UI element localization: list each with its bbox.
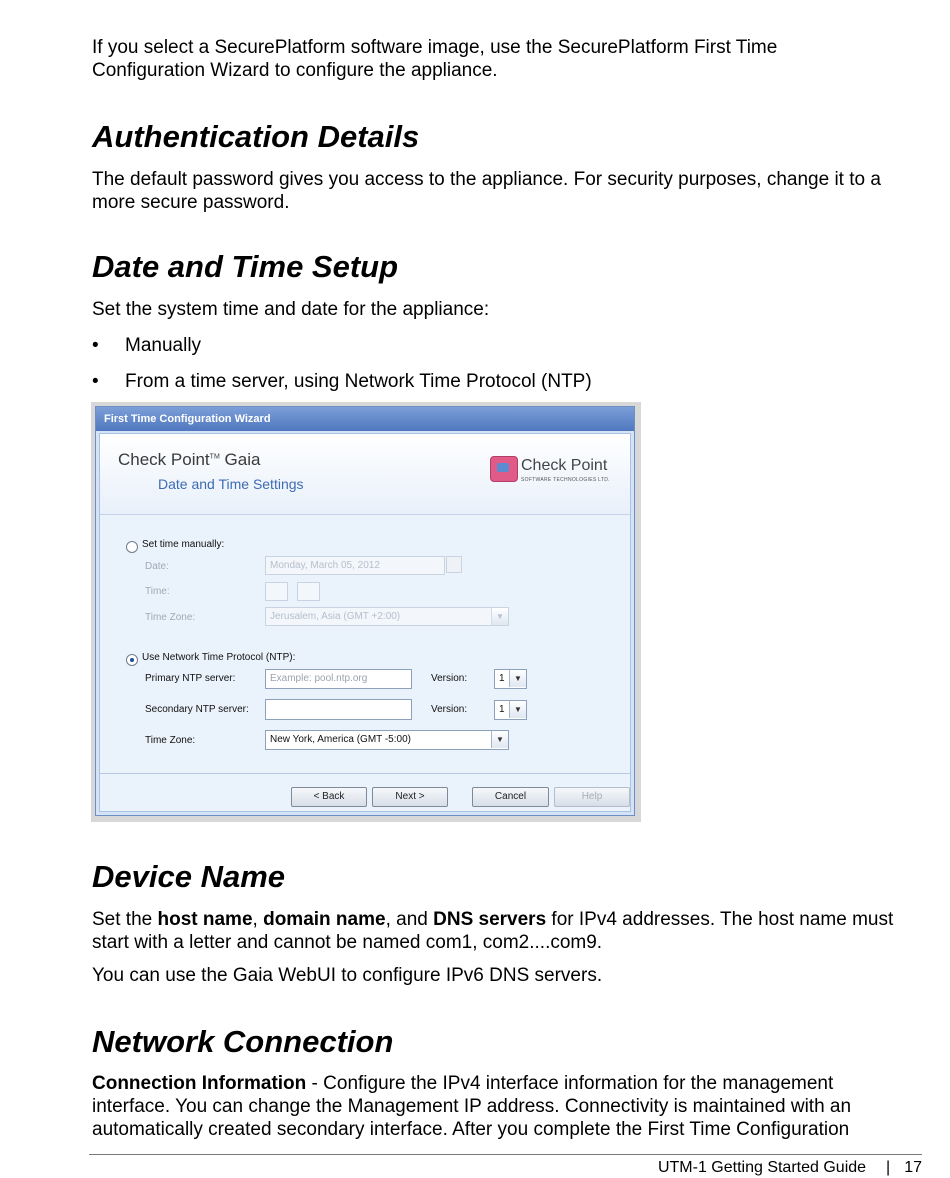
intro-paragraph: If you select a SecurePlatform software image, use the SecurePlatform First Time Configuration Wizard to configure the appliance. (92, 37, 778, 81)
time-zone-label-ntp: Time Zone: (145, 735, 196, 746)
text-run: , (252, 909, 264, 930)
date-time-heading: Date and Time Setup (92, 249, 399, 284)
time-zone-select-manual[interactable] (265, 607, 509, 626)
network-connection-heading: Network Connection (92, 1024, 394, 1059)
date-label: Date: (145, 561, 169, 572)
wizard-header (100, 434, 630, 515)
time-zone-value-ntp: New York, America (GMT -5:00) (270, 734, 411, 745)
connection-information-term: Connection Information (92, 1073, 307, 1094)
time-label: Time: (145, 586, 170, 597)
time-zone-select-ntp[interactable] (265, 730, 509, 750)
wizard-product-name: Gaia (224, 450, 261, 469)
guide-title: UTM-1 Getting Started Guide (657, 1159, 867, 1176)
version-value-primary: 1 (499, 673, 505, 684)
version-select-primary[interactable] (494, 669, 527, 689)
footer-divider (89, 1154, 922, 1155)
time-zone-value-manual: Jerusalem, Asia (GMT +2:00) (270, 611, 401, 622)
wizard-titlebar: First Time Configuration Wizard (96, 407, 634, 431)
logo-subtext: SOFTWARE TECHNOLOGIES LTD. (521, 477, 610, 483)
device-name-paragraph (92, 908, 927, 954)
primary-ntp-label: Primary NTP server: (145, 673, 236, 684)
version-value-secondary: 1 (499, 704, 505, 715)
version-select-secondary[interactable] (494, 700, 527, 720)
device-name-heading: Device Name (92, 859, 286, 894)
version-label-secondary: Version: (431, 704, 468, 715)
network-connection-paragraph (92, 1072, 892, 1141)
authentication-paragraph: The default password gives you access to the appliance. For security purposes, change it to a more secure password. (92, 169, 881, 213)
bullet-icon: • (92, 335, 99, 356)
date-field[interactable]: Monday, March 05, 2012 (265, 556, 445, 575)
domain-name-term: domain name (263, 909, 386, 930)
logo-text: Check Point (521, 457, 608, 474)
trademark-mark: TM (209, 453, 220, 461)
use-ntp-radio[interactable] (126, 654, 138, 666)
text-run: - Configure the IPv4 interface information for the management interface. You can change the Management IP address. Connectivity is maintained with an automatically created secondary interface. After you complete the First Time Configuration (92, 1073, 852, 1140)
chevron-down-icon[interactable]: ▼ (491, 608, 508, 625)
calendar-icon[interactable] (446, 556, 462, 573)
check-point-logo-icon (490, 456, 518, 482)
secondary-ntp-label: Secondary NTP server: (145, 704, 249, 715)
chevron-down-icon[interactable]: ▼ (491, 731, 508, 748)
set-time-manually-label: Set time manually: (142, 539, 225, 550)
date-time-paragraph: Set the system time and date for the appliance: (92, 299, 490, 320)
dns-servers-term: DNS servers (433, 909, 547, 930)
wizard-brand-name: Check Point (118, 450, 210, 469)
primary-ntp-input[interactable]: Example: pool.ntp.org (265, 669, 412, 689)
version-label-primary: Version: (431, 673, 468, 684)
page-footer (658, 1158, 922, 1178)
host-name-term: host name (157, 909, 253, 930)
time-zone-label-manual: Time Zone: (145, 612, 196, 623)
wizard-footer-divider (100, 773, 630, 774)
cancel-button[interactable]: Cancel (472, 787, 549, 807)
use-ntp-label: Use Network Time Protocol (NTP): (142, 652, 296, 663)
hour-field[interactable] (265, 582, 288, 601)
next-button[interactable]: Next > (372, 787, 448, 807)
back-button[interactable]: < Back (291, 787, 367, 807)
chevron-down-icon[interactable]: ▼ (509, 701, 526, 718)
wizard-brand (118, 450, 260, 470)
help-button[interactable]: Help (554, 787, 630, 807)
secondary-ntp-input[interactable] (265, 699, 412, 720)
page-number: 17 (904, 1159, 922, 1176)
authentication-heading: Authentication Details (92, 119, 420, 154)
wizard-window (95, 406, 635, 816)
text-run: for IPv4 addresses. The host name must start with a letter and cannot be named com1, com2....com9. (92, 909, 894, 953)
chevron-down-icon[interactable]: ▼ (509, 670, 526, 687)
bullet-text: From a time server, using Network Time Protocol (NTP) (125, 371, 592, 392)
wizard-screenshot (91, 402, 641, 822)
text-run: , and (385, 909, 434, 930)
bullet-text: Manually (125, 335, 202, 356)
bullet-icon: • (92, 371, 99, 392)
wizard-subtitle: Date and Time Settings (158, 476, 304, 492)
wizard-body (99, 433, 631, 812)
minute-field[interactable] (297, 582, 320, 601)
footer-separator: | (886, 1159, 891, 1176)
text-run: Set the (92, 909, 158, 930)
set-time-manually-radio[interactable] (126, 541, 138, 553)
ipv6-dns-paragraph: You can use the Gaia WebUI to configure IPv6 DNS servers. (92, 965, 603, 986)
